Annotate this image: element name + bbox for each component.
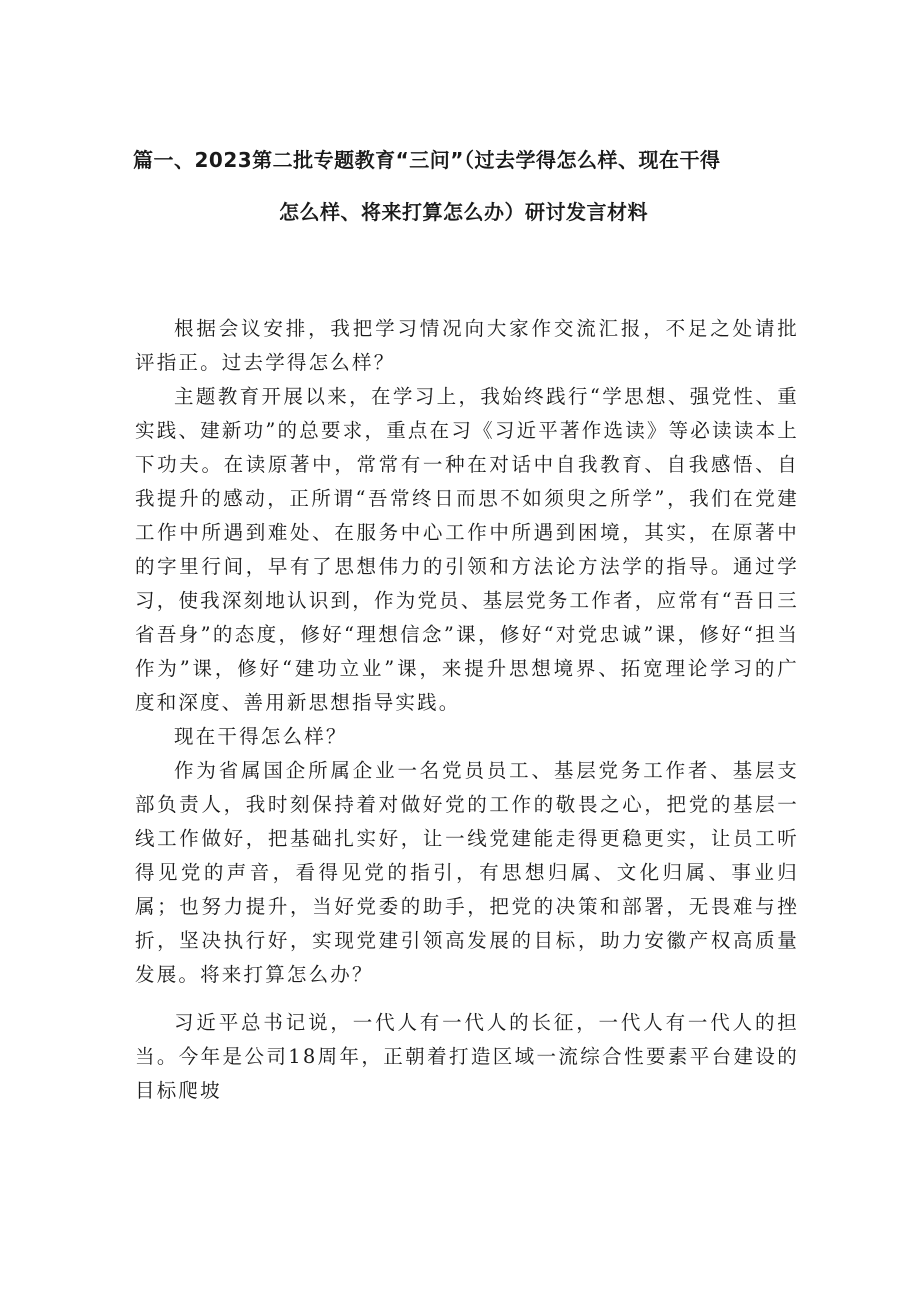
document-title bbox=[133, 146, 793, 226]
paragraph-present-work: 作为省属国企所属企业一名党员员工、基层党务工作者、基层支部负责人，我时刻保持着对做好党的工作的敬畏之心，把党的基层一线工作做好，把基础扎实好，让一线党建能走得更稳更实，让员工听得见党的声音，看得见党的指引，有思想归属、文化归属、事业归属；也努力提升，当好党委的助手，把党的决策和部署，无畏难与挫折，坚决执行好，实现党建引领高发展的目标，助力安徽产权高质量发展。将来打算怎么办？ bbox=[135, 759, 799, 986]
paragraph-opening: 根据会议安排，我把学习情况向大家作交流汇报，不足之处请批评指正。过去学得怎么样？ bbox=[135, 317, 799, 374]
document-body bbox=[135, 312, 799, 1108]
paragraph-past-study: 主题教育开展以来，在学习上，我始终践行“学思想、强党性、重实践、建新功”的总要求，重点在习《习近平著作选读》等必读读本上下功夫。在读原著中，常常有一种在对话中自我教育、自我感悟、自我提升的感动，正所谓“吾常终日而思不如须臾之所学”，我们在党建工作中所遇到难处、在服务中心工作中所遇到困境，其实，在原著中的字里行间，早有了思想伟力的引领和方法论方法学的指导。通过学习，使我深刻地认识到，作为党员、基层党务工作者，应常有“吾日三省吾身”的态度，修好“理想信念”课，修好“对党忠诚”课，修好“担当作为”课，修好“建功立业”课，来提升思想境界、拓宽理论学习的广度和深度、善用新思想指导实践。 bbox=[135, 385, 799, 714]
paragraph-future-plan: 习近平总书记说，一代人有一代人的长征，一代人有一代人的担当。今年是公司18周年，正朝着打造区域一流综合性要素平台建设的目标爬坡 bbox=[135, 1011, 799, 1102]
paragraph-heading-present: 现在干得怎么样？ bbox=[174, 725, 348, 748]
title-line-2: 怎么样、将来打算怎么办）研讨发言材料 bbox=[279, 200, 648, 224]
title-line-1: 篇一、2023第二批专题教育“三问”（过去学得怎么样、现在干得 bbox=[133, 148, 721, 172]
